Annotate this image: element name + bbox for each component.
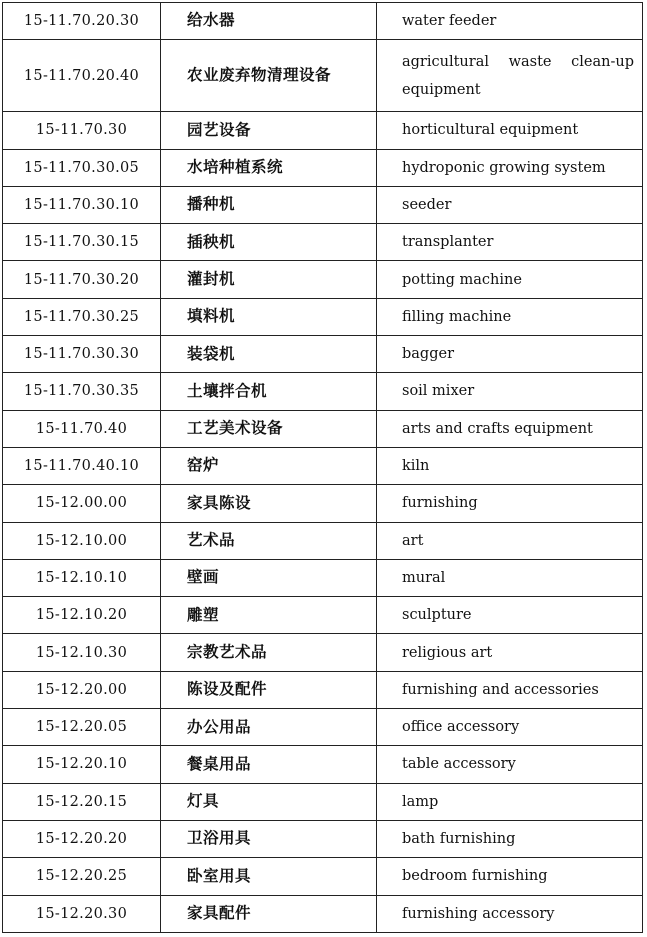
english-term-cell: furnishing accessory: [377, 895, 643, 932]
english-term-cell: seeder: [377, 186, 643, 223]
table-row: [3, 410, 643, 447]
code-cell: 15-12.20.00: [3, 671, 161, 708]
chinese-term-cell: 插秧机: [161, 224, 377, 261]
chinese-term-cell: 装袋机: [161, 336, 377, 373]
code-cell: 15-12.20.10: [3, 746, 161, 783]
code-cell: 15-12.10.20: [3, 597, 161, 634]
chinese-term-cell: 水培种植系统: [161, 149, 377, 186]
chinese-term-cell: 雕塑: [161, 597, 377, 634]
code-cell: 15-11.70.30.20: [3, 261, 161, 298]
chinese-term-cell: 壁画: [161, 559, 377, 596]
code-cell: 15-12.10.10: [3, 559, 161, 596]
table-row: [3, 559, 643, 596]
english-term-cell: sculpture: [377, 597, 643, 634]
code-cell: 15-12.10.30: [3, 634, 161, 671]
english-term-cell: furnishing: [377, 485, 643, 522]
code-cell: 15-12.20.15: [3, 783, 161, 820]
english-term-cell: hydroponic growing system: [377, 149, 643, 186]
english-term-cell: horticultural equipment: [377, 112, 643, 149]
english-term-cell: agricultural waste clean-up equipment: [377, 40, 643, 112]
english-term-cell: office accessory: [377, 709, 643, 746]
code-cell: 15-11.70.40.10: [3, 447, 161, 484]
english-term-cell: mural: [377, 559, 643, 596]
table-row: [3, 186, 643, 223]
english-term-cell: religious art: [377, 634, 643, 671]
table-row: [3, 447, 643, 484]
classification-table: [2, 2, 643, 933]
english-term-cell: art: [377, 522, 643, 559]
table-row: [3, 634, 643, 671]
table-row: [3, 373, 643, 410]
table-row: [3, 597, 643, 634]
english-term-cell: potting machine: [377, 261, 643, 298]
code-cell: 15-11.70.30.05: [3, 149, 161, 186]
table-row: [3, 261, 643, 298]
chinese-term-cell: 工艺美术设备: [161, 410, 377, 447]
code-cell: 15-12.20.20: [3, 820, 161, 857]
code-cell: 15-12.20.05: [3, 709, 161, 746]
code-cell: 15-11.70.20.30: [3, 3, 161, 40]
english-term-cell: transplanter: [377, 224, 643, 261]
chinese-term-cell: 餐桌用品: [161, 746, 377, 783]
table-row: [3, 112, 643, 149]
code-cell: 15-12.20.30: [3, 895, 161, 932]
chinese-term-cell: 园艺设备: [161, 112, 377, 149]
chinese-term-cell: 卫浴用具: [161, 820, 377, 857]
english-term-cell: bedroom furnishing: [377, 858, 643, 895]
chinese-term-cell: 灌封机: [161, 261, 377, 298]
code-cell: 15-11.70.30.25: [3, 298, 161, 335]
chinese-term-cell: 办公用品: [161, 709, 377, 746]
code-cell: 15-11.70.30.35: [3, 373, 161, 410]
chinese-term-cell: 灯具: [161, 783, 377, 820]
code-cell: 15-12.10.00: [3, 522, 161, 559]
table-row: [3, 522, 643, 559]
chinese-term-cell: 土壤拌合机: [161, 373, 377, 410]
english-term-cell: bagger: [377, 336, 643, 373]
table-row: [3, 709, 643, 746]
english-term-cell: water feeder: [377, 3, 643, 40]
chinese-term-cell: 宗教艺术品: [161, 634, 377, 671]
code-cell: 15-12.00.00: [3, 485, 161, 522]
classification-table-body: [3, 3, 643, 933]
english-term-cell: bath furnishing: [377, 820, 643, 857]
chinese-term-cell: 农业废弃物清理设备: [161, 40, 377, 112]
table-row: [3, 820, 643, 857]
code-cell: 15-11.70.30.15: [3, 224, 161, 261]
code-cell: 15-12.20.25: [3, 858, 161, 895]
english-term-cell: filling machine: [377, 298, 643, 335]
table-row: [3, 671, 643, 708]
chinese-term-cell: 陈设及配件: [161, 671, 377, 708]
table-row: [3, 298, 643, 335]
table-row: [3, 3, 643, 40]
table-row: [3, 895, 643, 932]
table-row: [3, 485, 643, 522]
chinese-term-cell: 艺术品: [161, 522, 377, 559]
english-term-cell: lamp: [377, 783, 643, 820]
chinese-term-cell: 填料机: [161, 298, 377, 335]
code-cell: 15-11.70.30.30: [3, 336, 161, 373]
chinese-term-cell: 卧室用具: [161, 858, 377, 895]
table-row: [3, 149, 643, 186]
code-cell: 15-11.70.40: [3, 410, 161, 447]
english-term-cell: kiln: [377, 447, 643, 484]
table-row: [3, 336, 643, 373]
table-row: [3, 40, 643, 112]
chinese-term-cell: 窑炉: [161, 447, 377, 484]
english-term-cell: furnishing and accessories: [377, 671, 643, 708]
code-cell: 15-11.70.30: [3, 112, 161, 149]
chinese-term-cell: 播种机: [161, 186, 377, 223]
code-cell: 15-11.70.20.40: [3, 40, 161, 112]
chinese-term-cell: 给水器: [161, 3, 377, 40]
chinese-term-cell: 家具陈设: [161, 485, 377, 522]
table-row: [3, 858, 643, 895]
table-row: [3, 783, 643, 820]
code-cell: 15-11.70.30.10: [3, 186, 161, 223]
table-row: [3, 746, 643, 783]
english-term-cell: arts and crafts equipment: [377, 410, 643, 447]
english-term-cell: table accessory: [377, 746, 643, 783]
table-row: [3, 224, 643, 261]
english-term-cell: soil mixer: [377, 373, 643, 410]
chinese-term-cell: 家具配件: [161, 895, 377, 932]
